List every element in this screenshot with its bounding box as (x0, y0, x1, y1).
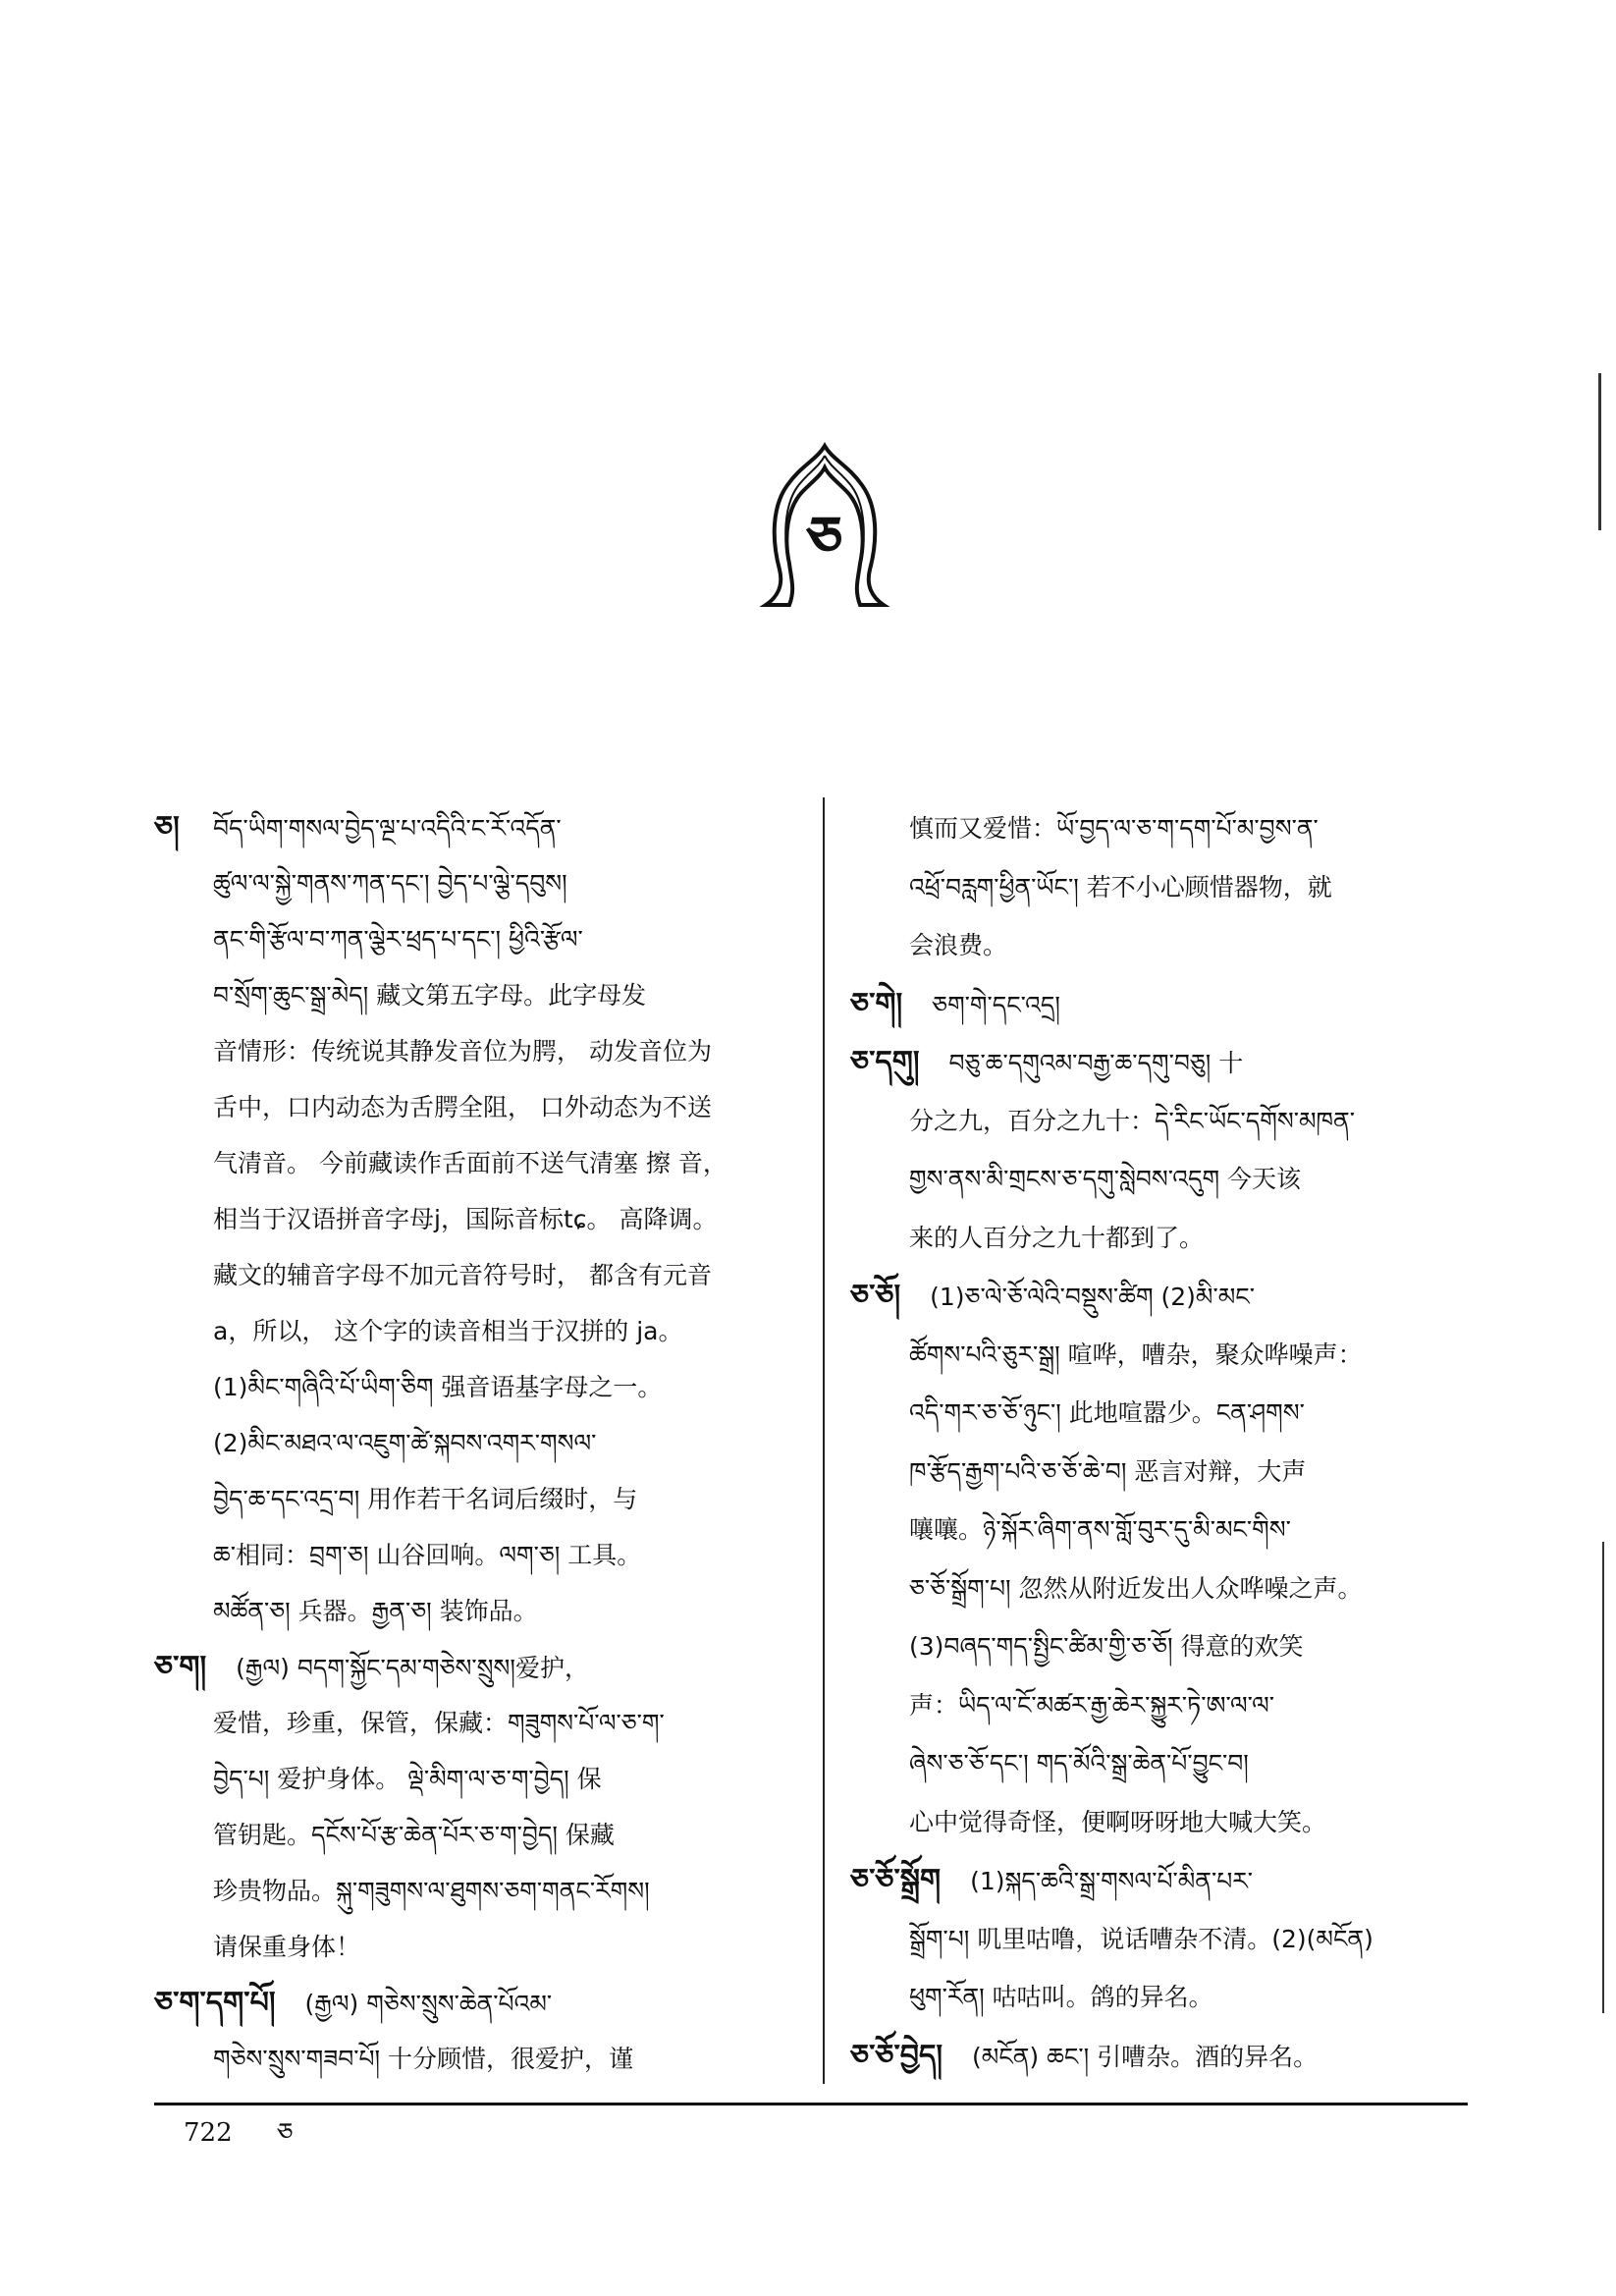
dictionary-entry (850, 799, 1483, 975)
entry-text: 藏文的辅音字母不加元音符号时， 都含有元音 (213, 1261, 712, 1289)
entry-line (850, 1092, 1483, 1151)
entry-text: 会浪费。 (909, 931, 1008, 959)
emblem-letter: ཅ (806, 504, 843, 571)
entry-text: 嚷嚷。ཉེ་སྐོར་ཞིག་ནས་གློ་བུར་དུ་མི་མང་གིས་ (909, 1515, 1291, 1544)
entry-line (154, 1471, 787, 1527)
entry-line (154, 1079, 787, 1135)
entry-line (850, 1676, 1483, 1735)
dictionary-entry (850, 1851, 1483, 2027)
entry-line (154, 1191, 787, 1247)
entry-text: ནང་གི་རྩོལ་བ་ཀན་ལྕེར་ཕྲད་པ་དང་། ཕྱིའི་རྩོལ་ (213, 925, 583, 954)
entry-line (154, 967, 787, 1023)
entry-headword: ཅ་ཅོ། (850, 1279, 901, 1313)
left-column (154, 799, 787, 2087)
entry-text: (2)མིང་མཐའ་ལ་འཇུག་ཚེ་སྐབས་འགར་གསལ་ (213, 1429, 597, 1457)
entry-line (154, 1247, 787, 1303)
entry-headword: ཅ་ཅོ་བྱེད། (850, 2038, 943, 2073)
entry-line (850, 1617, 1483, 1676)
entry-line (850, 1559, 1483, 1618)
dictionary-entry (850, 1267, 1483, 1851)
entry-line (850, 1033, 1483, 1092)
entry-text: (3)བཞད་གད་སྤྱིང་ཚིམ་གྱི་ཅ་ཅོ། 得意的欢笑 (909, 1632, 1304, 1661)
entry-headword: ཅ། (154, 810, 180, 845)
entry-text: གཅེས་སྲུས་གཟབ་པོ། 十分顾惜，很爱护，谨 (213, 2045, 633, 2073)
entry-headword: ཅ་ག། (154, 1650, 207, 1684)
entry-line (154, 911, 787, 967)
entry-text: (རྒྱལ) གཅེས་སྲུས་ཆེན་པོའམ་ (304, 1990, 553, 2018)
entry-text: 舌中，口内动态为舌腭全阻， 口外动态为不送 (213, 1093, 712, 1121)
right-column (850, 799, 1483, 2085)
entry-line (154, 1807, 787, 1863)
entry-text: བྱེད་པ། 爱护身体。 ལྡེ་མིག་ལ་ཅ་ག་བྱེད། 保 (213, 1765, 602, 1793)
entry-headword: ཅ་དགུ། (850, 1045, 920, 1079)
entry-text: 管钥匙。དངོས་པོ་རྩ་ཆེན་པོར་ཅ་ག་བྱེད། 保藏 (213, 1821, 615, 1849)
entry-line (154, 855, 787, 911)
entry-text: སྒྲོག་པ། 叽里咕噜，说话嘈杂不清。(2)(མངོན) (909, 1924, 1374, 1953)
entry-text: ཅག་གེ་དང་འདྲ། (932, 990, 1060, 1019)
entry-text: བ་སྲོག་ཆུང་སྒྲ་མེད། 藏文第五字母。此字母发 (213, 981, 647, 1010)
entry-line (154, 1023, 787, 1079)
dictionary-entry (154, 799, 787, 1639)
section-letter: ཅ (277, 2118, 294, 2148)
entry-text: བོད་ཡིག་གསལ་བྱེད་ལྔ་པ་འདིའི་ང་རོ་འདོན་ (213, 814, 562, 843)
entry-line (850, 1968, 1483, 2027)
entry-line (154, 799, 787, 855)
dictionary-entry (850, 975, 1483, 1034)
entry-text: 爱惜，珍重，保管，保藏：གཟུགས་པོ་ལ་ཅ་ག་ (213, 1709, 665, 1737)
column-divider (823, 797, 825, 2084)
entry-line (154, 1527, 787, 1583)
entry-line (154, 1303, 787, 1359)
entry-text: གྱས་ནས་མི་གྲངས་ཅ་དགུ་སླེབས་འདུག 今天该 (909, 1165, 1301, 1193)
entry-text: 来的人百分之九十都到了。 (909, 1223, 1205, 1252)
entry-line (850, 858, 1483, 917)
entry-line (154, 1975, 787, 2031)
entry-text: (མངོན) ཆང་། 引嘈杂。酒的异名。 (972, 2042, 1319, 2071)
entry-headword: ཅ་གེ། (850, 986, 903, 1021)
entry-text: 珍贵物品。སྐུ་གཟུགས་ལ་ཐུགས་ཅག་གནང་རོགས། (213, 1877, 650, 1905)
entry-line (850, 1384, 1483, 1443)
entry-text: ཚུལ་ལ་སྐྱེ་གནས་ཀན་དང་། བྱེད་པ་ལྕེ་དབུས། (213, 869, 567, 898)
entry-line (154, 1135, 787, 1191)
entry-headword: ཅ་ཅོ་སྒྲོག (850, 1863, 942, 1897)
entry-line (850, 1267, 1483, 1326)
entry-line (850, 2027, 1483, 2086)
entry-text: ཞེས་ཅ་ཅོ་དང་། གད་མོའི་སྒྲ་ཆེན་པོ་བྱུང་བ། (909, 1749, 1249, 1777)
entry-text: 气清音。 今前藏读作舌面前不送气清塞 擦 音， (213, 1149, 727, 1177)
page-number: 722 (184, 2118, 233, 2148)
entry-line (154, 1919, 787, 1975)
entry-text: ཚོགས་པའི་ཅུར་སྒྲ། 喧哗，嘈杂，聚众哗噪声： (909, 1339, 1363, 1369)
dictionary-entry (850, 2027, 1483, 2086)
entry-text: 心中觉得奇怪，便啊呀呀地大喊大笑。 (909, 1807, 1327, 1836)
dictionary-entry (154, 1639, 787, 1975)
entry-text: ཕུག་རོན། 咕咕叫。鸽的异名。 (909, 1983, 1213, 2011)
entry-text: བྱེད་ཆ་དང་འདྲ་བ། 用作若干名词后缀时，与 (213, 1485, 638, 1513)
entry-line (154, 2031, 787, 2087)
entry-line (850, 1910, 1483, 1969)
entry-headword: ཅ་ག་དག་པོ། (154, 1986, 276, 2020)
entry-line (850, 1326, 1483, 1385)
entry-text: (རྒྱལ) བདག་སྐྱོང་དམ་གཅེས་སྲུས།爱护， (236, 1654, 589, 1682)
entry-text: 声：ཡིད་ལ་ངོ་མཚར་རྒྱ་ཆེར་སྐྱུར་ཏེ་ཨ་ལ་ལ་ (909, 1690, 1275, 1720)
entry-line (850, 1734, 1483, 1793)
footer-rule (154, 2103, 1468, 2105)
entry-text: a，所以， 这个字的读音相当于汉拼的 ja。 (213, 1317, 683, 1345)
entry-text: 音情形：传统说其静发音位为腭， 动发音位为 (213, 1037, 712, 1066)
entry-text: 慎而又爱惜：ཡོ་བྱད་ལ་ཅ་ག་དག་པོ་མ་བྱས་ན་ (909, 814, 1319, 843)
scan-edge-mark (1598, 373, 1601, 530)
entry-line (154, 1639, 787, 1695)
entry-line (154, 1751, 787, 1807)
scan-edge-mark (1602, 1542, 1604, 2013)
entry-line (850, 1851, 1483, 1910)
entry-text: (1)མིང་གཞིའི་པོ་ཡིག་ཅིག 强音语基字母之一。 (213, 1373, 663, 1401)
entry-line (850, 1443, 1483, 1502)
entry-line (850, 1793, 1483, 1852)
entry-text: འཕྲོ་བརླག་ཕྱིན་ཡོང་། 若不小心顾惜器物，就 (909, 872, 1332, 902)
entry-line (154, 1359, 787, 1415)
entry-text: (1)སྐད་ཆའི་སྒྲ་གསལ་པོ་མིན་པར་ (970, 1867, 1254, 1895)
entry-text: 请保重身体！ (213, 1933, 361, 1961)
entry-text: མཚོན་ཅ། 兵器。རྒྱན་ཅ། 装饰品。 (213, 1597, 538, 1625)
entry-text: ཅ་ཅོ་སྒྲོག་པ། 忽然从附近发出人众哗噪之声。 (909, 1573, 1363, 1603)
entry-line (154, 1583, 787, 1639)
dictionary-entry (850, 1033, 1483, 1267)
entry-line (850, 916, 1483, 975)
entry-line (154, 1863, 787, 1919)
entry-text: ཁ་རྩོད་རྒྱག་པའི་ཅ་ཅོ་ཆེ་བ། 恶言对辩，大声 (909, 1456, 1307, 1486)
entry-text: འདི་གར་ཅ་ཅོ་ཉུང་། 此地喧嚣少。ངན་ཤགས་ (909, 1398, 1305, 1427)
entry-text: ཆ་相同：བྲག་ཅ། 山谷回响。ལག་ཅ། 工具。 (213, 1541, 642, 1569)
entry-line (850, 975, 1483, 1034)
entry-line (154, 1695, 787, 1751)
dictionary-entry (154, 1975, 787, 2087)
entry-line (850, 1501, 1483, 1559)
entry-line (154, 1415, 787, 1471)
entry-text: 分之九，百分之九十：དེ་རིང་ཡོང་དགོས་མཁན་ (909, 1106, 1355, 1135)
entry-line (850, 1150, 1483, 1209)
entry-text: 相当于汉语拼音字母j，国际音标tɕ。 高降调。 (213, 1205, 718, 1233)
section-emblem (758, 442, 891, 609)
entry-line (850, 1209, 1483, 1268)
entry-text: (1)ཅ་ལེ་ཅོ་ལེའི་བསྡུས་ཚིག (2)མི་མང་ (930, 1283, 1255, 1311)
entry-line (850, 799, 1483, 858)
entry-text: བཅུ་ཆ་དགུའམ་བརྒྱ་ཆ་དགུ་བཅུ། 十 (948, 1049, 1244, 1077)
